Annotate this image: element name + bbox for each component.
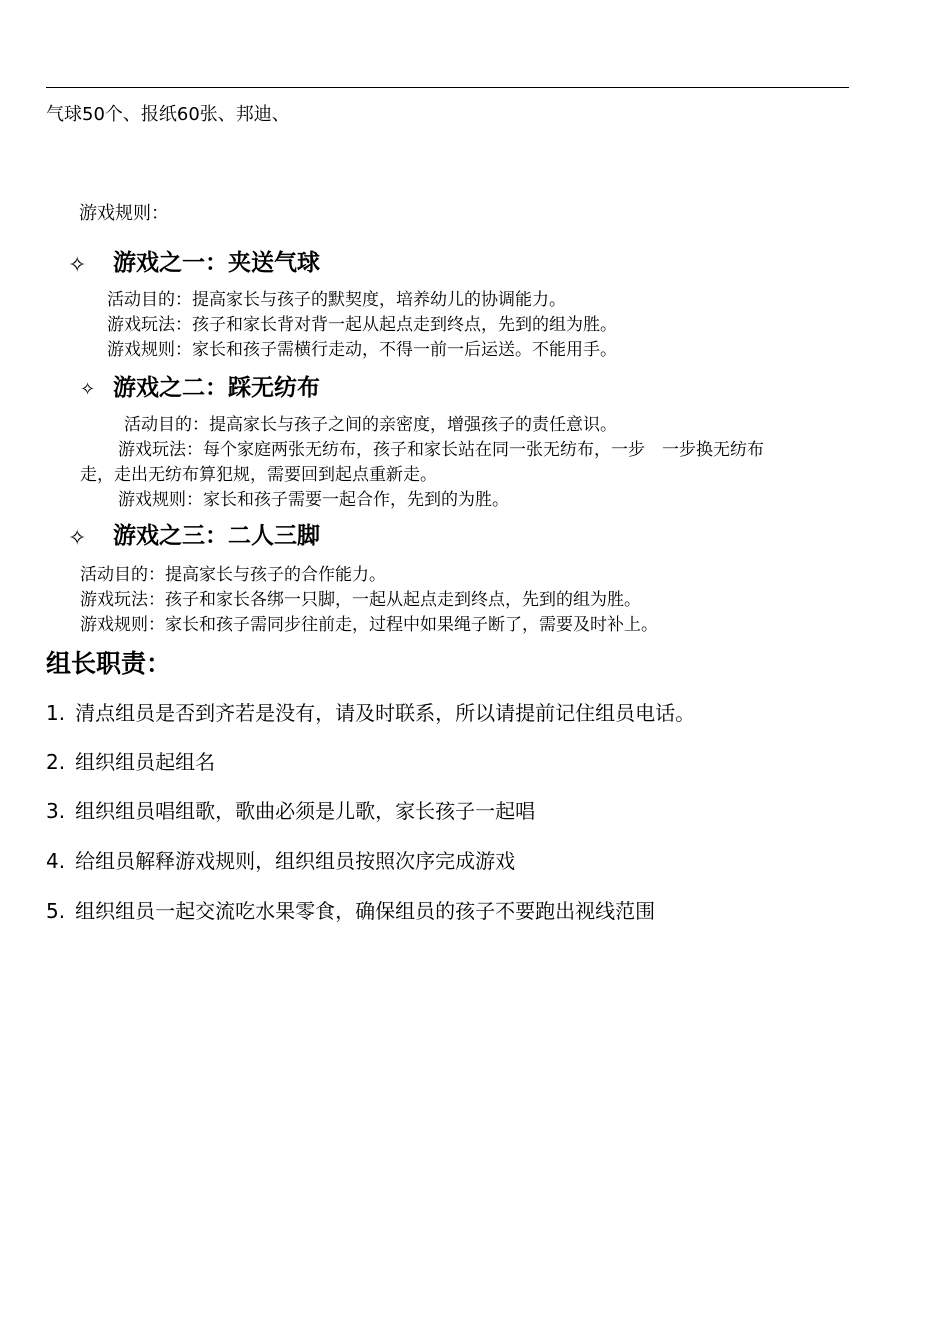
materials-line: 气球50个、报纸60张、邦迪、 [46,104,290,125]
game-2-purpose: 活动目的：提高家长与孩子之间的亲密度，增强孩子的责任意识。 [124,415,617,435]
game-2-rules: 游戏规则：家长和孩子需要一起合作，先到的为胜。 [118,490,509,510]
sparkle-bullet-icon: ✧ [68,526,87,551]
duty-item [46,703,695,723]
game-1-title: 游戏之一：夹送气球 [113,250,320,276]
game-2-title: 游戏之二：踩无纺布 [113,375,320,401]
duty-number: 5. [46,899,66,923]
top-divider-line [46,87,849,88]
duty-number: 4. [46,849,66,873]
duty-number: 1. [46,701,66,725]
game-3-howto: 游戏玩法：孩子和家长各绑一只脚，一起从起点走到终点，先到的组为胜。 [80,590,641,610]
sparkle-bullet-icon: ✧ [80,379,96,400]
duty-text: 组织组员起组名 [75,750,216,774]
game-3-title: 游戏之三：二人三脚 [113,523,320,549]
duty-text: 组织组员一起交流吃水果零食，确保组员的孩子不要跑出视线范围 [75,899,656,923]
duties-heading: 组长职责： [46,649,172,678]
game-3-purpose: 活动目的：提高家长与孩子的合作能力。 [80,565,386,585]
duty-number: 3. [46,799,66,823]
game-3-rules: 游戏规则：家长和孩子需同步往前走，过程中如果绳子断了，需要及时补上。 [80,615,658,635]
game-2-howto: 游戏玩法：每个家庭两张无纺布，孩子和家长站在同一张无纺布，一步 一步换无纺布 [118,440,764,460]
game-1-rules: 游戏规则：家长和孩子需横行走动，不得一前一后运送。不能用手。 [107,340,617,360]
duty-item [46,801,535,821]
duty-text: 清点组员是否到齐若是没有，请及时联系，所以请提前记住组员电话。 [75,701,696,725]
duty-text: 给组员解释游戏规则，组织组员按照次序完成游戏 [75,849,516,873]
duty-text: 组织组员唱组歌，歌曲必须是儿歌，家长孩子一起唱 [75,799,536,823]
duty-number: 2. [46,750,66,774]
rules-heading: 游戏规则： [79,203,169,224]
duty-item [46,851,515,871]
game-1-purpose: 活动目的：提高家长与孩子的默契度，培养幼儿的协调能力。 [107,290,566,310]
sparkle-bullet-icon: ✧ [68,253,87,278]
duty-item [46,901,655,921]
game-2-howto-continued: 走，走出无纺布算犯规，需要回到起点重新走。 [80,465,437,485]
game-1-howto: 游戏玩法：孩子和家长背对背一起从起点走到终点，先到的组为胜。 [107,315,617,335]
duty-item [46,752,215,772]
